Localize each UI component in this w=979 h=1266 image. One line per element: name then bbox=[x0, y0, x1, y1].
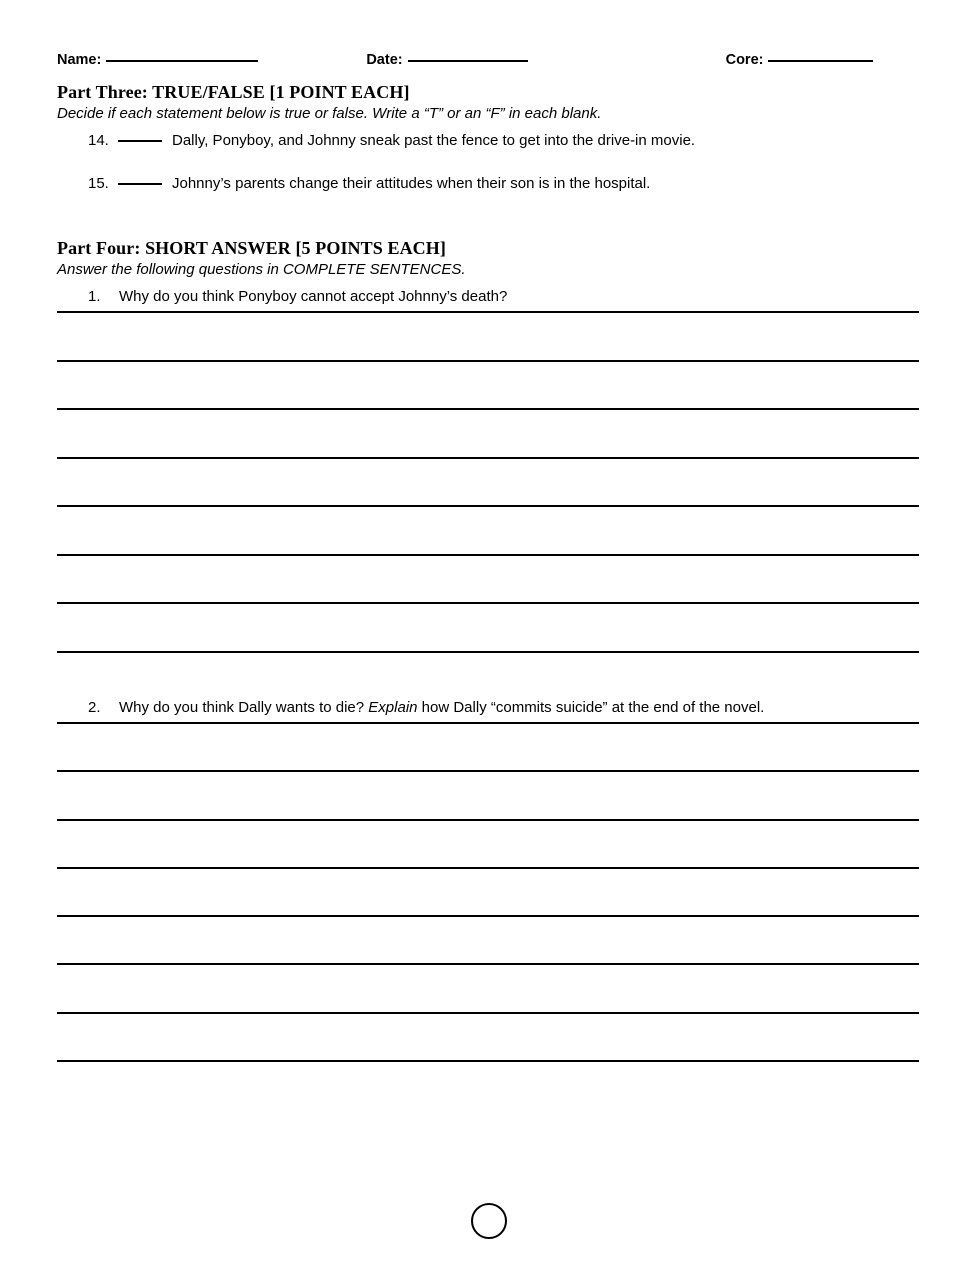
answer-line[interactable] bbox=[57, 1012, 919, 1014]
name-write-line[interactable] bbox=[106, 60, 258, 62]
part-four-title: Part Four: SHORT ANSWER [5 POINTS EACH] bbox=[57, 238, 446, 258]
core-write-line[interactable] bbox=[768, 60, 873, 62]
answer-line[interactable] bbox=[57, 360, 919, 362]
date-write-line[interactable] bbox=[408, 60, 528, 62]
date-field bbox=[366, 52, 527, 68]
student-info-header bbox=[57, 52, 919, 68]
list-item bbox=[57, 175, 919, 192]
answer-line[interactable] bbox=[57, 915, 919, 917]
answer-line[interactable] bbox=[57, 963, 919, 965]
answer-line[interactable] bbox=[57, 457, 919, 459]
answer-line[interactable] bbox=[57, 722, 919, 724]
answer-line[interactable] bbox=[57, 819, 919, 821]
answer-line[interactable] bbox=[57, 311, 919, 313]
name-label: Name: bbox=[57, 52, 102, 68]
answer-line[interactable] bbox=[57, 770, 919, 772]
question-number: 1. bbox=[88, 288, 101, 305]
question-text-emphasis: Explain bbox=[368, 699, 418, 716]
question-text bbox=[119, 699, 764, 716]
list-item bbox=[57, 132, 919, 149]
part-four-instructions: Answer the following questions in COMPLETE SENTENCES. bbox=[57, 261, 466, 278]
date-label: Date: bbox=[366, 52, 403, 68]
answer-line[interactable] bbox=[57, 505, 919, 507]
answer-blank[interactable] bbox=[118, 140, 162, 142]
answer-lines-question-2 bbox=[57, 722, 919, 1062]
question-text-before: Why do you think Dally wants to die? bbox=[119, 699, 369, 716]
answer-line[interactable] bbox=[57, 554, 919, 556]
core-label: Core: bbox=[725, 52, 764, 68]
item-number: 14. bbox=[88, 132, 109, 149]
page-circle-marker-icon bbox=[471, 1203, 507, 1239]
item-text: Dally, Ponyboy, and Johnny sneak past the fence to get into the drive-in movie. bbox=[172, 132, 696, 149]
answer-blank[interactable] bbox=[118, 183, 162, 185]
answer-line[interactable] bbox=[57, 1060, 919, 1062]
name-field bbox=[57, 52, 258, 68]
question-text-after: how Dally “commits suicide” at the end of the novel. bbox=[417, 699, 765, 716]
short-answer-question-2-wrapper bbox=[57, 699, 919, 1062]
core-field bbox=[726, 52, 874, 68]
true-false-list bbox=[57, 132, 919, 192]
worksheet-content bbox=[57, 52, 919, 1108]
answer-line[interactable] bbox=[57, 651, 919, 653]
item-text: Johnny’s parents change their attitudes when their son is in the hospital. bbox=[172, 175, 651, 192]
question-text: Why do you think Ponyboy cannot accept Johnny’s death? bbox=[119, 288, 508, 305]
answer-line[interactable] bbox=[57, 867, 919, 869]
item-number: 15. bbox=[88, 175, 109, 192]
short-answer-question-2 bbox=[57, 699, 919, 716]
answer-lines-question-1 bbox=[57, 311, 919, 653]
section-gap bbox=[57, 218, 919, 238]
part-three-instructions: Decide if each statement below is true or false. Write a “T” or an “F” in each blank. bbox=[57, 105, 602, 122]
short-answer-question-1 bbox=[57, 288, 919, 305]
answer-line[interactable] bbox=[57, 408, 919, 410]
answer-line[interactable] bbox=[57, 602, 919, 604]
part-three-title: Part Three: TRUE/FALSE [1 POINT EACH] bbox=[57, 82, 410, 102]
question-number: 2. bbox=[88, 699, 101, 716]
